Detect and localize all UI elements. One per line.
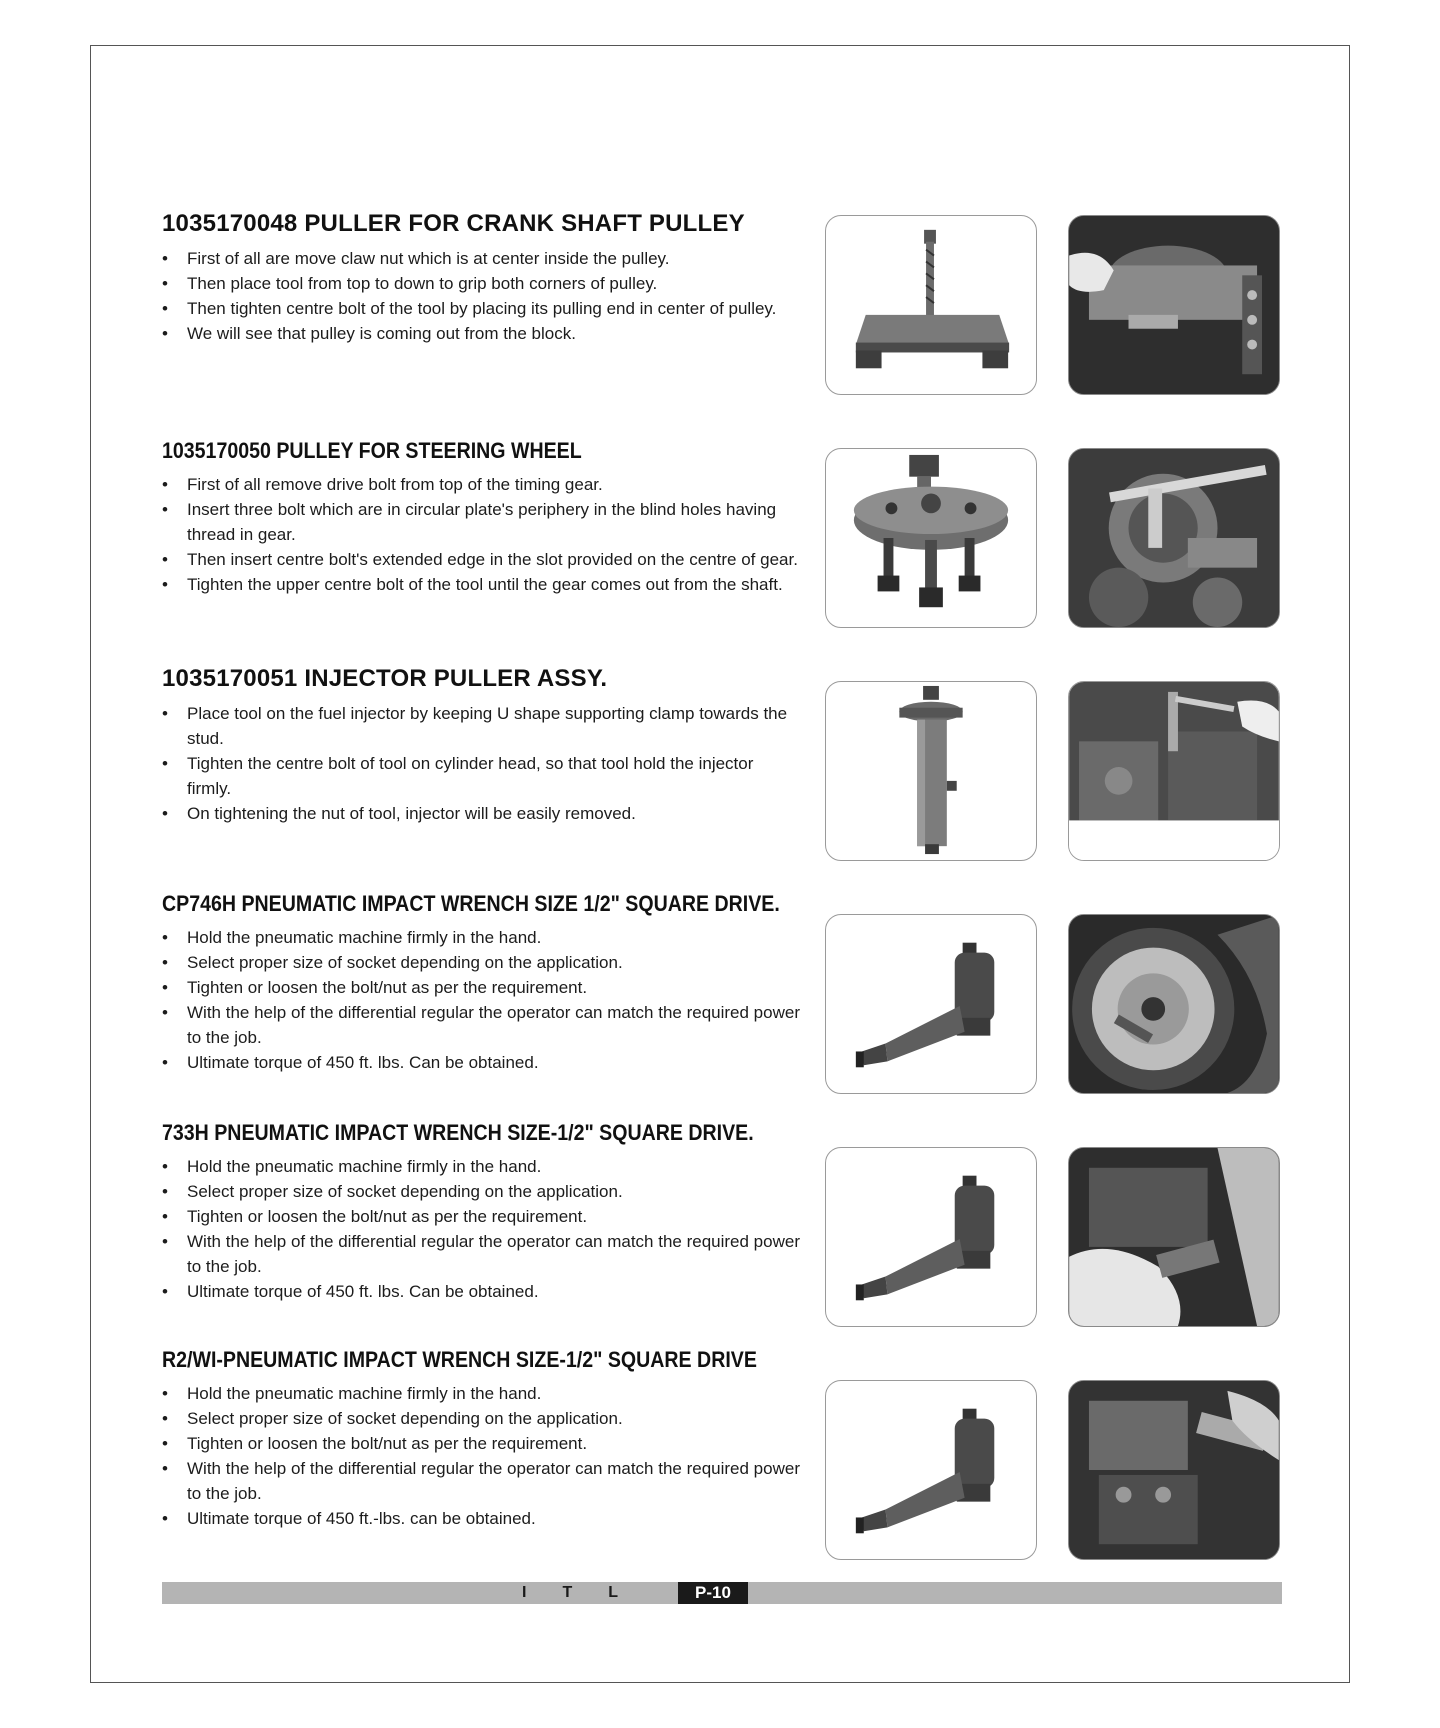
steering-wheel-puller-tool-photo xyxy=(825,448,1037,628)
bullet-item: • Then tighten centre bolt of the tool by placing its pulling end in center of pulley. xyxy=(162,296,802,321)
bullet-list xyxy=(162,246,802,346)
733h-impact-wrench-tool-photo xyxy=(825,1147,1037,1327)
bullet-item: • Select proper size of socket depending on the application. xyxy=(162,1179,802,1204)
bullet-item: • Then insert centre bolt's extended edge in the slot provided on the centre of gear. xyxy=(162,547,802,572)
bullet-item: • First of all remove drive bolt from top of the timing gear. xyxy=(162,472,802,497)
bullet-list xyxy=(162,925,802,1075)
bullet-item: • On tightening the nut of tool, injector will be easily removed. xyxy=(162,801,802,826)
bullet-item: • Select proper size of socket depending on the application. xyxy=(162,950,802,975)
r2wi-impact-wrench-tool-photo xyxy=(825,1380,1037,1560)
section-title: 1035170051 INJECTOR PULLER ASSY. xyxy=(162,665,608,692)
bullet-list xyxy=(162,1381,802,1531)
injector-puller-in-use-photo xyxy=(1068,681,1280,861)
bullet-item: • With the help of the differential regular the operator can match the required power to the job. xyxy=(162,1229,802,1279)
bullet-item: • Place tool on the fuel injector by keeping U shape supporting clamp towards the stud. xyxy=(162,701,802,751)
section-title: 1035170050 PULLEY FOR STEERING WHEEL xyxy=(162,438,582,463)
733h-impact-wrench-in-use-photo xyxy=(1068,1147,1280,1327)
bullet-item: • Tighten the centre bolt of tool on cylinder head, so that tool hold the injector firmly. xyxy=(162,751,802,801)
bullet-item: • Ultimate torque of 450 ft. lbs. Can be obtained. xyxy=(162,1279,802,1304)
bullet-item: • Ultimate torque of 450 ft. lbs. Can be obtained. xyxy=(162,1050,802,1075)
bullet-item: • Tighten the upper centre bolt of the tool until the gear comes out from the shaft. xyxy=(162,572,802,597)
section-733h-impact-wrench xyxy=(162,1120,802,1304)
footer-letter: T xyxy=(562,1584,573,1601)
section-title: R2/WI-PNEUMATIC IMPACT WRENCH SIZE-1/2" SQUARE DRIVE xyxy=(162,1347,757,1372)
crank-pulley-puller-in-use-photo xyxy=(1068,215,1280,395)
bullet-item: • Select proper size of socket depending on the application. xyxy=(162,1406,802,1431)
footer-brand-letters xyxy=(522,1582,654,1604)
page-number: P-10 xyxy=(678,1582,748,1604)
bullet-item: • Insert three bolt which are in circular plate's periphery in the blind holes having thread in gear. xyxy=(162,497,802,547)
section-injector-puller xyxy=(162,665,802,826)
steering-wheel-puller-in-use-photo xyxy=(1068,448,1280,628)
r2wi-impact-wrench-in-use-photo xyxy=(1068,1380,1280,1560)
bullet-list xyxy=(162,472,802,597)
bullet-item: • First of all are move claw nut which is at center inside the pulley. xyxy=(162,246,802,271)
bullet-item: • Ultimate torque of 450 ft.-lbs. can be obtained. xyxy=(162,1506,802,1531)
bullet-item: • With the help of the differential regular the operator can match the required power to the job. xyxy=(162,1000,802,1050)
section-crank-shaft-pulley-puller xyxy=(162,210,802,346)
bullet-item: • With the help of the differential regular the operator can match the required power to the job. xyxy=(162,1456,802,1506)
section-steering-wheel-pulley xyxy=(162,438,802,597)
footer-letter: L xyxy=(608,1584,619,1601)
section-title: 733H PNEUMATIC IMPACT WRENCH SIZE-1/2" SQUARE DRIVE. xyxy=(162,1120,754,1145)
injector-puller-tool-photo xyxy=(825,681,1037,861)
bullet-item: • Hold the pneumatic machine firmly in the hand. xyxy=(162,925,802,950)
footer-bar xyxy=(162,1582,1282,1604)
bullet-item: • Hold the pneumatic machine firmly in the hand. xyxy=(162,1154,802,1179)
cp746h-impact-wrench-tool-photo xyxy=(825,914,1037,1094)
bullet-list xyxy=(162,701,802,826)
bullet-item: • We will see that pulley is coming out from the block. xyxy=(162,321,802,346)
section-title: CP746H PNEUMATIC IMPACT WRENCH SIZE 1/2" SQUARE DRIVE. xyxy=(162,891,780,916)
section-cp746h-impact-wrench xyxy=(162,891,802,1075)
bullet-item: • Tighten or loosen the bolt/nut as per the requirement. xyxy=(162,1204,802,1229)
cp746h-impact-wrench-in-use-photo xyxy=(1068,914,1280,1094)
section-title: 1035170048 PULLER FOR CRANK SHAFT PULLEY xyxy=(162,210,745,237)
footer-letter: I xyxy=(522,1584,527,1601)
bullet-list xyxy=(162,1154,802,1304)
crank-pulley-puller-tool-photo xyxy=(825,215,1037,395)
bullet-item: • Tighten or loosen the bolt/nut as per the requirement. xyxy=(162,1431,802,1456)
bullet-item: • Hold the pneumatic machine firmly in the hand. xyxy=(162,1381,802,1406)
bullet-item: • Tighten or loosen the bolt/nut as per the requirement. xyxy=(162,975,802,1000)
section-r2wi-impact-wrench xyxy=(162,1347,802,1531)
bullet-item: • Then place tool from top to down to grip both corners of pulley. xyxy=(162,271,802,296)
